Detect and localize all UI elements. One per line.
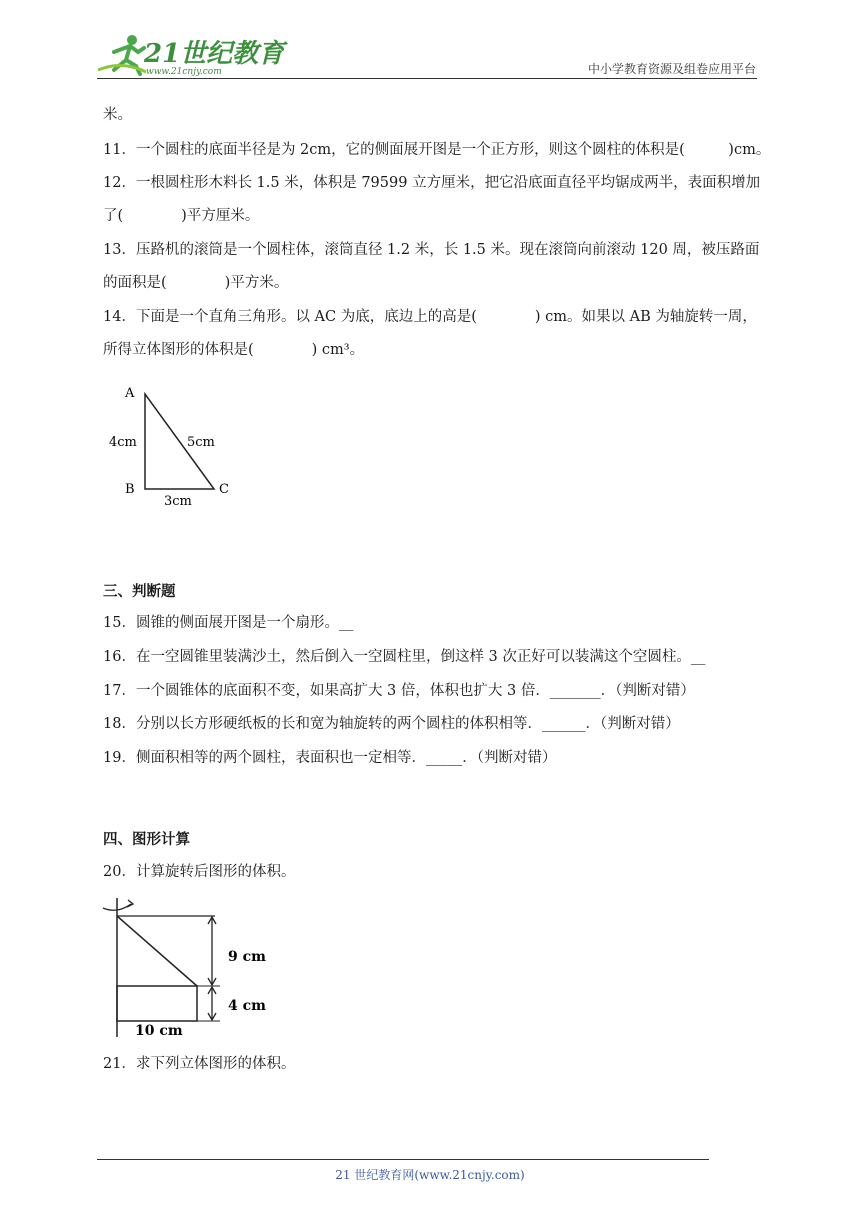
footer-text: 21 世纪教育网(www.21cnjy.com): [335, 1168, 525, 1182]
section-3-title: 三、判断题: [103, 584, 176, 600]
vertex-label-a: A: [125, 386, 135, 401]
logo-url: www.21cnjy.com: [146, 67, 222, 77]
question-16: 16．在一空圆锥里装满沙土，然后倒入一空圆柱里，倒这样 3 次正好可以装满这个空圆柱。__: [103, 649, 706, 665]
question-14-line2: 所得立体图形的体积是( ) cm³。: [103, 342, 365, 358]
header-platform-text: 中小学教育资源及组卷应用平台: [587, 62, 756, 76]
question-13-line1: 13．压路机的滚筒是一个圆柱体，滚筒直径 1.2 米，长 1.5 米。现在滚筒向前滚动 120 周，被压路面: [103, 242, 760, 258]
question-15: 15．圆锥的侧面展开图是一个扇形。__: [103, 615, 354, 631]
question-12-line2: 了( )平方厘米。: [103, 208, 260, 224]
side-label-ac: 5cm: [187, 435, 215, 450]
dimension-label-4cm: 4 cm: [228, 998, 266, 1014]
right-triangle-figure: [100, 378, 250, 513]
question-20: 20．计算旋转后图形的体积。: [103, 864, 296, 880]
question-13-line2: 的面积是( )平方米。: [103, 275, 289, 291]
question-14-line1: 14．下面是一个直角三角形。以 AC 为底，底边上的高是( ) cm。如果以 AB 为轴旋转一周，: [103, 309, 757, 325]
logo-title: 21世纪教育: [144, 39, 285, 69]
site-logo: [92, 30, 285, 80]
question-18: 18．分别以长方形硬纸板的长和宽为轴旋转的两个圆柱的体积相等．______．（判断对错）: [103, 716, 680, 732]
header-divider: [97, 78, 757, 79]
question-21: 21．求下列立体图形的体积。: [103, 1056, 296, 1072]
side-label-ab: 4cm: [109, 435, 137, 450]
dimension-label-9cm: 9 cm: [228, 949, 266, 965]
dimension-label-10cm: 10 cm: [135, 1023, 183, 1039]
footer-divider: [97, 1159, 709, 1160]
question-19: 19．侧面积相等的两个圆柱，表面积也一定相等．_____．（判断对错）: [103, 750, 557, 766]
section-4-title: 四、图形计算: [103, 832, 190, 848]
side-label-bc: 3cm: [164, 494, 192, 509]
question-11: 11．一个圆柱的底面半径是为 2cm，它的侧面展开图是一个正方形，则这个圆柱的体积是( )cm。: [103, 142, 771, 158]
question-17: 17．一个圆锥体的底面积不变，如果高扩大 3 倍，体积也扩大 3 倍．_______．（判断对错）: [103, 683, 695, 699]
vertex-label-b: B: [125, 482, 135, 497]
rotation-figure: [95, 892, 275, 1042]
question-12-line1: 12．一根圆柱形木料长 1.5 米，体积是 79599 立方厘米，把它沿底面直径平均锯成两半，表面积增加: [103, 175, 761, 191]
text-line: 米。: [103, 107, 132, 123]
vertex-label-c: C: [219, 482, 229, 497]
runner-icon: [92, 30, 285, 80]
